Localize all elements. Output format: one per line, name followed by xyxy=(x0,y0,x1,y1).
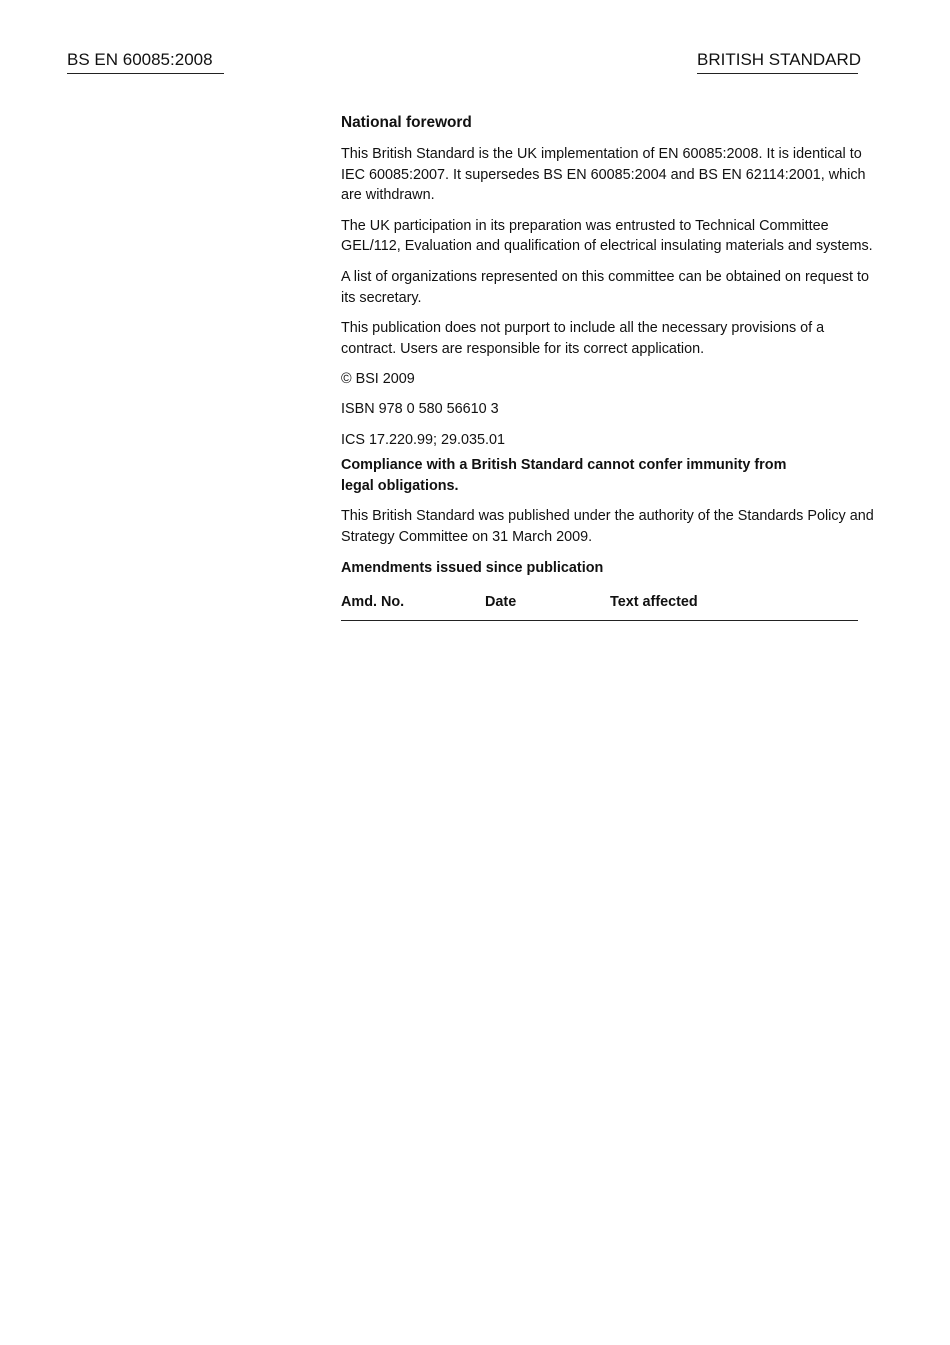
amendments-table xyxy=(341,592,858,621)
foreword-paragraph-committee: The UK participation in its preparation was entrusted to Technical Committee GEL/112, Evaluation and qualification of electrical insulating materials and systems. xyxy=(341,217,873,255)
foreword-paragraph-implementation: This British Standard is the UK implementation of EN 60085:2008. It is identical to IEC 60085:2007. It supersedes BS EN 60085:2004 and BS EN 62114:2001, which are withdrawn. xyxy=(341,145,866,204)
standard-label: BRITISH STANDARD xyxy=(697,50,858,74)
foreword-paragraph-organizations: A list of organizations represented on this committee can be obtained on request to its secretary. xyxy=(341,268,869,306)
document-number: BS EN 60085:2008 xyxy=(67,50,224,74)
compliance-statement xyxy=(341,455,881,497)
column-header-text-affected: Text affected xyxy=(610,592,858,620)
amendments-title: Amendments issued since publication xyxy=(341,559,604,576)
national-foreword-section xyxy=(341,113,881,621)
publication-note: This British Standard was published under the authority of the Standards Policy and Strategy Committee on 31 March 2009. xyxy=(341,508,874,546)
column-header-date: Date xyxy=(485,592,610,620)
compliance-line-2: legal obligations. xyxy=(341,478,459,495)
column-header-amd-no: Amd. No. xyxy=(341,592,485,620)
foreword-paragraph-disclaimer: This publication does not purport to include all the necessary provisions of a contract. Users are responsible for its correct application. xyxy=(341,319,825,357)
compliance-line-1: Compliance with a British Standard cannot confer immunity from xyxy=(341,457,787,474)
isbn-line: ISBN 978 0 580 56610 3 xyxy=(341,401,499,418)
ics-line: ICS 17.220.99; 29.035.01 xyxy=(341,431,506,448)
foreword-title: National foreword xyxy=(341,114,472,131)
amendments-header-row xyxy=(341,592,858,620)
copyright-line: © BSI 2009 xyxy=(341,370,415,387)
